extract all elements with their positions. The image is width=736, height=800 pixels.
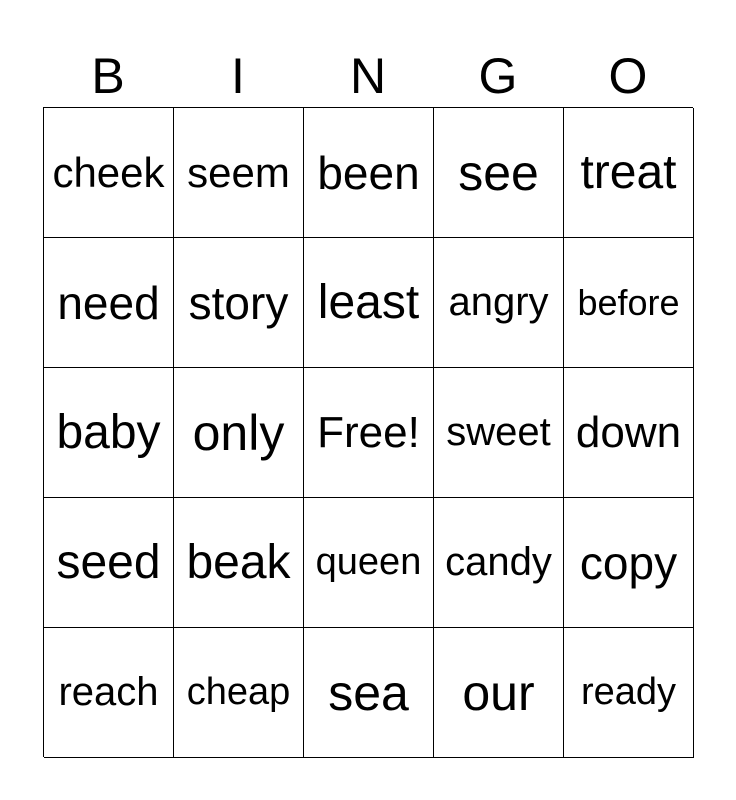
bingo-cell[interactable]: before [564,238,694,368]
bingo-cell[interactable]: cheap [174,628,304,758]
header-letter-i: I [231,48,245,104]
header-letter-o: O [608,48,648,104]
header-letter-n: N [349,48,387,104]
bingo-cell[interactable]: only [174,368,304,498]
bingo-header [43,48,693,104]
bingo-cell[interactable]: been [304,108,434,238]
bingo-cell[interactable]: need [44,238,174,368]
bingo-cell[interactable]: queen [304,498,434,628]
bingo-cell[interactable]: copy [564,498,694,628]
bingo-cell[interactable]: treat [564,108,694,238]
header-letter-g: G [478,48,518,104]
bingo-cell[interactable]: our [434,628,564,758]
bingo-cell[interactable]: beak [174,498,304,628]
bingo-cell[interactable]: angry [434,238,564,368]
bingo-board [43,107,693,757]
bingo-cell[interactable]: cheek [44,108,174,238]
bingo-cell-free[interactable]: Free! [304,368,434,498]
bingo-cell[interactable]: see [434,108,564,238]
bingo-cell[interactable]: least [304,238,434,368]
bingo-cell[interactable]: candy [434,498,564,628]
bingo-cell[interactable]: sweet [434,368,564,498]
bingo-cell[interactable]: sea [304,628,434,758]
bingo-cell[interactable]: ready [564,628,694,758]
bingo-cell[interactable]: story [174,238,304,368]
bingo-cell[interactable]: seed [44,498,174,628]
header-letter-b: B [91,48,125,104]
bingo-cell[interactable]: down [564,368,694,498]
bingo-cell[interactable]: reach [44,628,174,758]
bingo-cell[interactable]: seem [174,108,304,238]
bingo-cell[interactable]: baby [44,368,174,498]
